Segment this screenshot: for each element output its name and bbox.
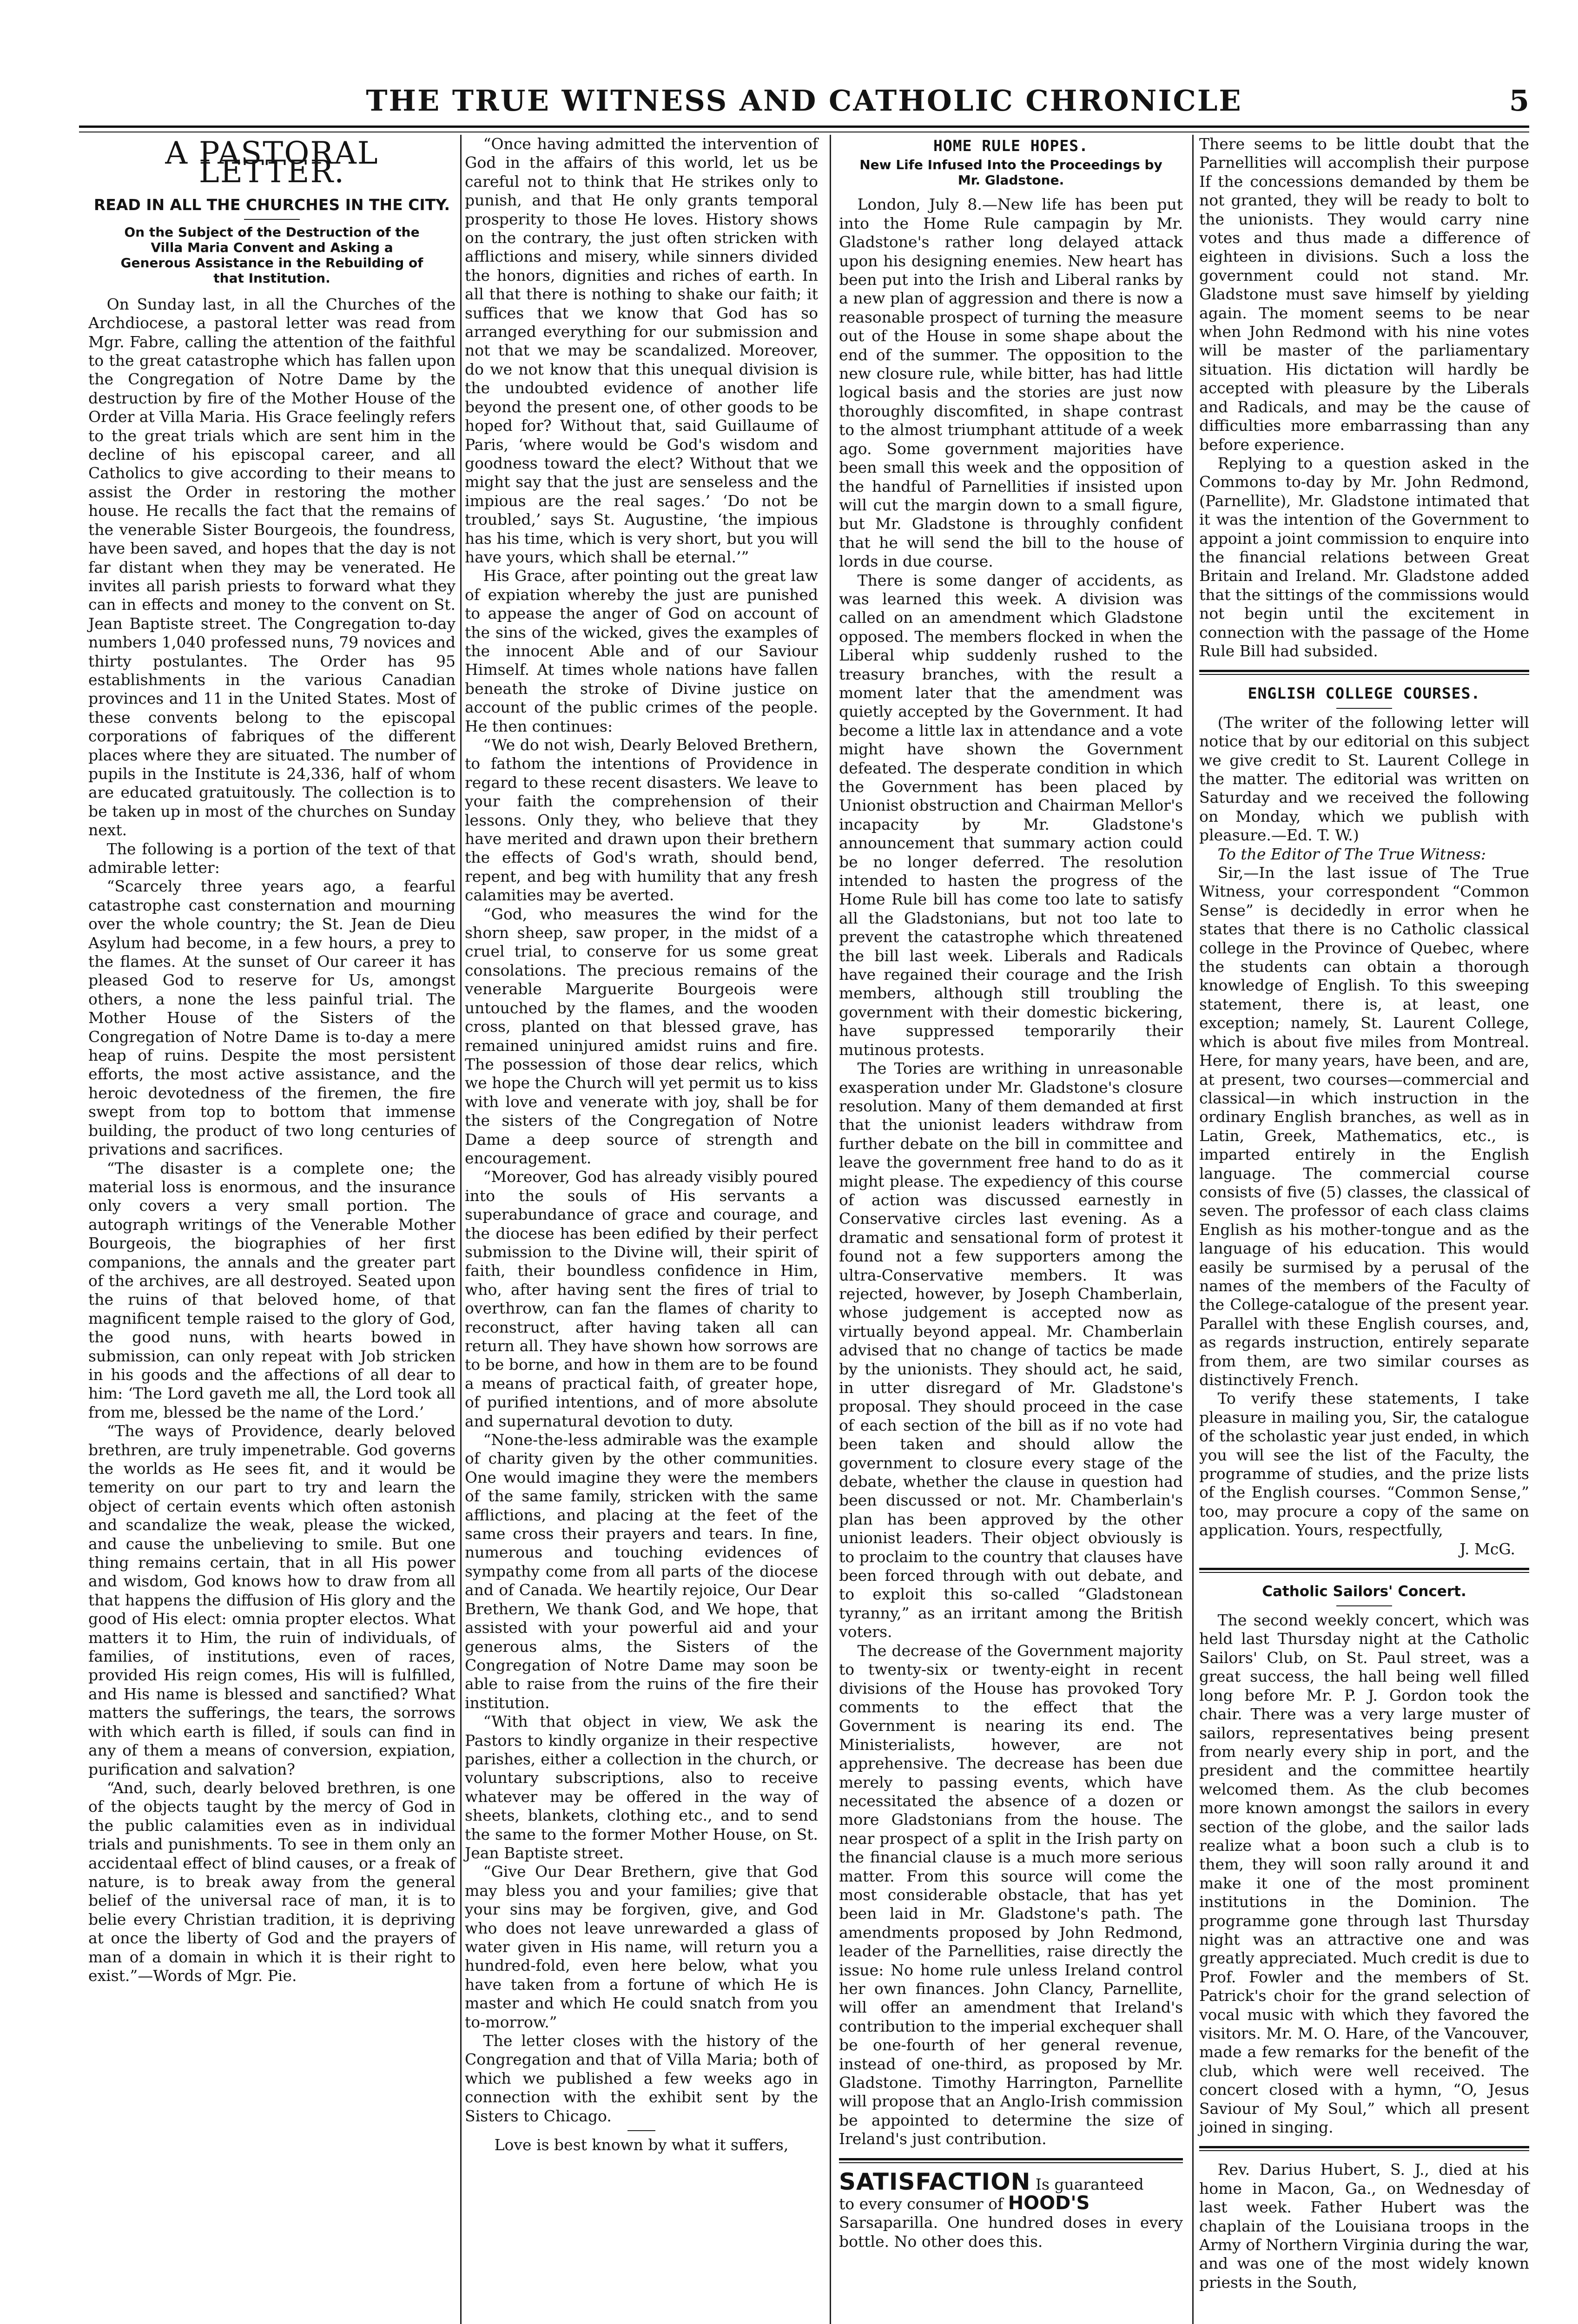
ad-headline: SATISFACTION [839,2168,1031,2195]
english-college-headline: ENGLISH COLLEGE COURSES. [1248,684,1481,703]
ad-text: to every consumer of [839,2195,1004,2213]
page-number: 5 [1509,84,1529,118]
divider [1336,708,1392,709]
column-rule [1192,135,1194,2324]
ad-brand: HOOD'S [1008,2192,1090,2214]
paragraph: The following is a portion of the text of that admirable letter: [88,839,456,877]
paragraph: “Moreover, God has already visibly poured into the souls of His servants a superabundance of grace and courage, and the diocese has been edified by their perfect submission to the Divine will, their spirit of faith, their boundless confidence in Him, who, after having sent the fires of trial to overthrow, can fan the flames of charity to reconstruct, after having taken all can return all. They have shown how sorrows are to be borne, and how in them are to be found a means of practical faith, of greater hope, of purified intentions, and of more absolute and supernatural devotion to duty. [465,1168,818,1430]
home-rule-subdeck: New Life Infused Into the Proceedings by Mr. Gladstone. [859,157,1162,188]
paragraph: (The writer of the following letter will notice that by our editorial on this subject we give credit to St. Laurent College in the matter. The editorial was written on Saturday and we received the following on Monday, which we publish with pleasure.—Ed. T. W.) [1199,713,1529,845]
divider [1336,1605,1392,1606]
paragraph: The second weekly concert, which was held last Thursday night at the Catholic Sailors' Club, on St. Paul street, was a great success, the hall being well filled long before Mr. P. J. Gordon took the chair. There was a very large muster of sailors, representatives being present from nearly every ship in port, and the president and the committee heartily welcomed them. As the club becomes more known amongst the sailors in every section of the globe, and the sailor lads realize what a boon such a club is to them, they will soon rally around it and make it one of the most prominent institutions in the Dominion. The programme gone through last Thursday night was an attractive one and was greatly appreciated. Much credit is due to Prof. Fowler and the members of St. Patrick's choir for the grand selection of vocal music with which they favored the visitors. Mr. M. O. Hare, of the Vancouver, made a few remarks for the benefit of the club, which were well received. The concert closed with a hymn, “O, Jesus Saviour of My Soul,” which all present joined in singing. [1199,1611,1529,2137]
column-1 [88,135,456,1985]
hoods-advertisement [839,2168,1183,2251]
paragraph: The letter closes with the history of the Congregation and that of Villa Maria; both of which we published a few weeks ago in connection with the exhibit sent by the Sisters to Chicago. [465,2032,818,2125]
divider [627,2130,655,2131]
paragraph: “With that object in view, We ask the Pastors to kindly organize in their respective parishes, either a collection in the church, or voluntary subscriptions, also to receive whatever may be offered in the way of sheets, blankets, clothing etc., and to send the same to the former Mother House, on St. Jean Baptiste street. [465,1712,818,1862]
pastoral-headline: A PASTORAL LETTER. [165,135,379,190]
section-rule [1199,1568,1529,1573]
home-rule-headline: HOME RULE HOPES. [933,137,1089,155]
section-rule [1199,2146,1529,2151]
paragraph: “None-the-less admirable was the example of charity given by the other communities. One would imagine they were the members of the same family, stricken with the same afflictions, and placing at the feet of the same cross their prayers and tears. In fine, numerous and touching evidences of sympathy come from all parts of the diocese and of Canada. We heartily rejoice, Our Dear Brethern, We thank God, and We hope, that assisted with your powerful aid and your generous alms, the Sisters of the Congregation of Notre Dame may soon be able to raise from the ruins of the fire their institution. [465,1431,818,1712]
pastoral-deck: READ IN ALL THE CHURCHES IN THE CITY. [93,195,450,214]
column-rule [830,135,831,2324]
paragraph: His Grace, after pointing out the great law of expiation whereby the just are punished to appease the anger of God on account of the sins of the wicked, gives the examples of the innocent Able and of our Saviour Himself. At times whole nations have fallen beneath the stroke of Divine justice on account of the public crimes of the people. He then continues: [465,567,818,735]
paragraph: “And, such, dearly beloved brethren, is one of the objects taught by the mercy of God in the public calamities even as in individual trials and punishments. To see in them only an accidentaal effect of blind causes, or a freak of nature, is to break away from the general belief of the universal race of man, it is to belie every Christian tradition, it is depriving at once the liberty of God and the prayers of man of a domain in which it is their right to exist.”—Words of Mgr. Pie. [88,1778,456,1985]
paragraph: “The ways of Providence, dearly beloved brethren, are truly impenetrable. God governs the worlds as He sees fit, and it would be temerity on our part to try and learn the object of certain events which often astonish and scandalize the weak, please the wicked, and cause the unbelieving to smile. But one thing remains certain, that in all His power and wisdom, God knows how to draw from all that happens the diffusion of His glory and the good of His elect: omnia propter electos. What matters it to Him, the ruin of individuals, of families, of institutions, even of races, provided His reign comes, His will is fulfilled, and His name is blessed and sanctified? What matters the sufferings, the tears, the sorrows with which earth is filled, if souls can find in any of them a means of conversion, expiation, purification and salvation? [88,1422,456,1778]
pastoral-subdeck: On the Subject of the Destruction of the Villa Maria Convent and Asking a Generous Assistance in the Rebuilding of that Institution. [120,224,423,286]
paragraph: Rev. Darius Hubert, S. J., died at his home in Macon, Ga., on Wednesday of last week. Father Hubert was the chaplain of the Louisiana troops in the Army of Northern Virginia during the war, and was one of the most widely known priests in the South, [1199,2160,1529,2291]
paragraph: To verify these statements, I take pleasure in mailing you, Sir, the catalogue of the scholastic year just ended, in which you will see the list of the Faculty, the programme of studies, and the prize lists of the English courses. “Common Sense,” too, may procure a copy of the same on application. Yours, respectfully, [1199,1389,1529,1539]
paragraph: “The disaster is a complete one; the material loss is enormous, and the insurance only covers a very small portion. The autograph writings of the Venerable Mother Bourgeois, the biographies of her first companions, the annals and the greater part of the archives, are all destroyed. Seated upon the ruins of that beloved home, of that magnificent temple raised to the glory of God, the good nuns, with hearts bowed in submission, can only repeat with Job stricken in his goods and the affections of all dear to him: ‘The Lord gaveth me all, the Lord took all from me, blessed be the name of the Lord.’ [88,1159,456,1421]
paragraph: Replying to a question asked in the Commons to-day by Mr. John Redmond, (Parnellite), Mr. Gladstone intimated that it was the intention of the Government to appoint a joint commission to enquire into the financial relations between Great Britain and Ireland. Mr. Gladstone added that the sittings of the commissions would not begin until the excitement in connection with the passage of the Home Rule Bill had subsided. [1199,454,1529,660]
section-rule [1199,670,1529,675]
ad-text: Is guaranteed [1035,2175,1144,2193]
paragraph: “Once having admitted the intervention of God in the affairs of this world, let us be careful not to think that He strikes only to punish, and that He only grants temporal prosperity to those He loves. History shows on the contrary, the just often stricken with afflictions and misery, while sinners divided the honors, dignities and riches of earth. In all that there is nothing to shake our faith; it suffices that we know that God has so arranged everything for our submission and not that we may be scandalized. Moreover, do we not know that this unequal division is the undoubted evidence of another life beyond the present one, of other goods to be hoped for? Without that, said Guillaume of Paris, ‘where would be God's wisdom and goodness toward the elect? Without that we might say that the just are senseless and the impious are the real sages.’ ‘Do not be troubled,’ says St. Augustine, ‘the impious has his time, which is very short, but you will have yours, which shall be eternal.’” [465,135,818,566]
paragraph: “Scarcely three years ago, a fearful catastrophe cast consternation and mourning over the whole country; the St. Jean de Dieu Asylum had become, in a few hours, a prey to the flames. At the sunset of Our career it has pleased God to reserve for Us, amongst others, a none the less painful trial. The Mother House of the Sisters of the Congregation of Notre Dame is to-day a mere heap of ruins. Despite the most persistent efforts, the most active assistance, and the heroic devotedness of the firemen, the fire swept from top to bottom that immense building, the product of two long centuries of privations and sacrifices. [88,877,456,1159]
footer-line: Love is best known by what it suffers, [494,2136,789,2154]
masthead [79,74,1529,125]
paragraph: “Give Our Dear Brethern, give that God may bless you and your families; give that your sins may be forgiven, give, and God who does not leave unrewarded a glass of water given in His name, will return you a hundred-fold, even here below, what you have taken from a fortune of which He is master and which He could snatch from you to-morrow.” [465,1862,818,2031]
paragraph: “God, who measures the wind for the shorn sheep, saw proper, in the midst of a cruel trial, to conserve for us some great consolations. The precious remains of the venerable Marguerite Bourgeois were untouched by the flames, and the wooden cross, planted on that blessed grave, has remained uninjured amidst ruins and fire. The possession of those dear relics, which we hope the Church will yet permit us to kiss with love and venerate with joy, shall be for the sisters of the Congregation of Notre Dame a deep source of strength and encouragement. [465,905,818,1167]
column-3 [839,135,1183,2251]
paragraph: On Sunday last, in all the Churches of the Archdiocese, a pastoral letter was read from Mgr. Fabre, calling the attention of the faithful to the great catastrophe which has fallen upon the Congregation of Notre Dame by the destruction by fire of the Mother House of the Order at Villa Maria. His Grace feelingly refers to the great trials which are sent him in the decline of his episcopal career, and all Catholics to give according to their means to assist the Order in restoring the mother house. He recalls the fact that the remains of the venerable Sister Bourgeois, the foundress, have been saved, and hopes that the day is not far distant when they may be venerated. He invites all parish priests to forward what they can in effects and money to the convent on St. Jean Baptiste street. The Congregation to-day numbers 1,040 professed nuns, 79 novices and thirty postulantes. The Order has 95 establishments in the various Canadian provinces and 11 in the United States. Most of these convents belong to the episcopal corporations of fabriques of the different places where they are situated. The number of pupils in the Institute is 24,336, half of whom are educated gratuitously. The collection is to be taken up in most of the churches on Sunday next. [88,295,456,839]
paragraph: The decrease of the Government majority to twenty-six or twenty-eight in recent divisions of the House has provoked Tory comments to the effect that the Government is nearing its end. The Ministerialists, however, are not apprehensive. The decrease has been due merely to passing events, which have necessitated the absence of a dozen or more Gladstonians from the house. The near prospect of a split in the Irish party on the financial clause is a much more serious matter. From this source will come the most considerable obstacle, that has yet been laid in Mr. Gladstone's path. The amendments proposed by John Redmond, leader of the Parnellities, raise directly the issue: No home rule unless Ireland control her own finances. John Clancy, Parnellite, will offer an amendment that Ireland's contribution to the imperial exchequer shall be one-fourth of her general revenue, instead of one-third, as proposed by Mr. Gladstone. Timothy Harrington, Parnellite will propose that an Anglo-Irish commission be appointed to determine the size of Ireland's just contribution. [839,1641,1183,2148]
newspaper-title: THE TRUE WITNESS AND CATHOLIC CHRONICLE [366,84,1242,118]
column-rule [460,135,462,2324]
paragraph: London, July 8.—New life has been put into the Home Rule campagin by Mr. Gladstone's rather long delayed attack upon his designing enemies. New heart has been put into the Irish and Liberal ranks by a new plan of aggression and there is now a reasonable prospect of turning the measure out of the House in some shape about the end of the summer. The opposition to the new closure rule, while bitter, has had little logical basis and the stories are just now thoroughly discomfited, in shape contrast to the almost triumphant attitude of a week ago. Some government majorities have been small this week and the opposition of the handful of Parnellities if insisted upon will cut the margin down to a small figure, but Mr. Gladstone is throughly confident that he will send the bill to the house of lords in due course. [839,195,1183,571]
paragraph: The Tories are writhing in unreasonable exasperation under Mr. Gladstone's closure resolution. Many of them demanded at first that the unionist leaders withdraw from further debate on the bill in committee and leave the government free hand to do as it might please. The expediency of this course of action was discussed earnestly in Conservative circles last evening. As a dramatic and sensational form of protest it found not a few supporters among the ultra-Conservative members. It was rejected, however, by Joseph Chamberlain, whose judgement is accepted now as virtually beyond appeal. Mr. Chamberlain advised that no change of tactics be made by the unionists. They should act, he said, in utter disregard of Mr. Gladstone's proposal. They should proceed in the case of each section of the bill as if no vote had been taken and should allow the government to closure every stage of the debate, whether the clause in question had been discussed or not. Mr. Chamberlain's plan has been approved by the other unionist leaders. Their object obviously is to proclaim to the country that clauses have been forced through with out debate, and to exploit this so-called “Gladstonean tyranny,” as an irritant among the British voters. [839,1059,1183,1641]
letter-salutation: To the Editor of The True Witness: [1217,845,1486,863]
letter-signature: J. McG. [1459,1539,1515,1558]
divider [244,219,300,220]
masthead-rule [79,125,1529,132]
paragraph: There is some danger of accidents, as was learned this week. A division was called on an amendment which Gladstone opposed. The members flocked in when the Liberal whip suddenly rushed to the treasury branches, with the result a moment later that the amendment was quietly accepted by the Government. It had become a little lax in attendance and a vote might have shown the Government defeated. The desperate condition in which the Government has been placed by Unionist obstruction and Chairman Mellor's incapacity by Mr. Gladstone's announcement that summary action could be no longer deferred. The resolution intended to hasten the progress of the Home Rule bill has come too late to satisfy all the Gladstonians, but not too late to prevent the catastrophe which threatened the bill last week. Liberals and Radicals have regained their courage and the Irish members, although still troubling the government with their domestic bickering, have suppressed temporarily their mutinous protests. [839,571,1183,1059]
column-2 [465,135,818,2154]
paragraph: “We do not wish, Dearly Beloved Brethern, to fathom the intentions of Providence in regard to these recent disasters. We leave to your faith the comprehension of their lessons. Only they, who believe that they have merited and drawn upon their brethern the effects of God's wrath, should bend, repent, and beg with humility that any fresh calamities may be averted. [465,736,818,905]
column-4 [1199,135,1529,2292]
sailors-headline: Catholic Sailors' Concert. [1262,1583,1466,1600]
paragraph: Sir,—In the last issue of The True Witness, your correspondent “Common Sense” is decidedly in error when he states that there is no Catholic classical college in the Province of Quebec, where the students can obtain a thorough knowledge of English. To this sweeping statement, there is, at least, one exception; namely, St. Laurent College, which is about five miles from Montreal. Here, for many years, have been, and are, at present, two courses—commercial and classical—in which instruction in the ordinary English branches, as well as in Latin, Greek, Mathematics, etc., is imparted entirely in the English language. The commercial course consists of five (5) classes, the classical of seven. The professor of each class claims English as his mother-tongue and as the language of his education. This would easily be surmised by a perusal of the names of the members of the Faculty of the College-catalogue of the present year. Parallel with these English courses, and, as regards instruction, entirely separate from them, are two similar courses as distinctively French. [1199,864,1529,1389]
section-rule [839,2158,1183,2163]
paragraph: There seems to be little doubt that the Parnellities will accomplish their purpose If the concessions demanded by them be not granted, they will be ready to bolt to the unionists. They would carry nine votes and thus made a difference of eighteen in divisions. Such a loss the government could not stand. Mr. Gladstone must save himself by yielding again. The moment seems to be near when John Redmond with his nine votes will be master of the parliamentary situation. His dictation will hardly be accepted with pleasure by the Liberals and Radicals, and may be the cause of difficulties more embarrassing than any before experience. [1199,135,1529,454]
ad-text: Sarsaparilla. One hundred doses in every bottle. No other does this. [839,2213,1183,2251]
